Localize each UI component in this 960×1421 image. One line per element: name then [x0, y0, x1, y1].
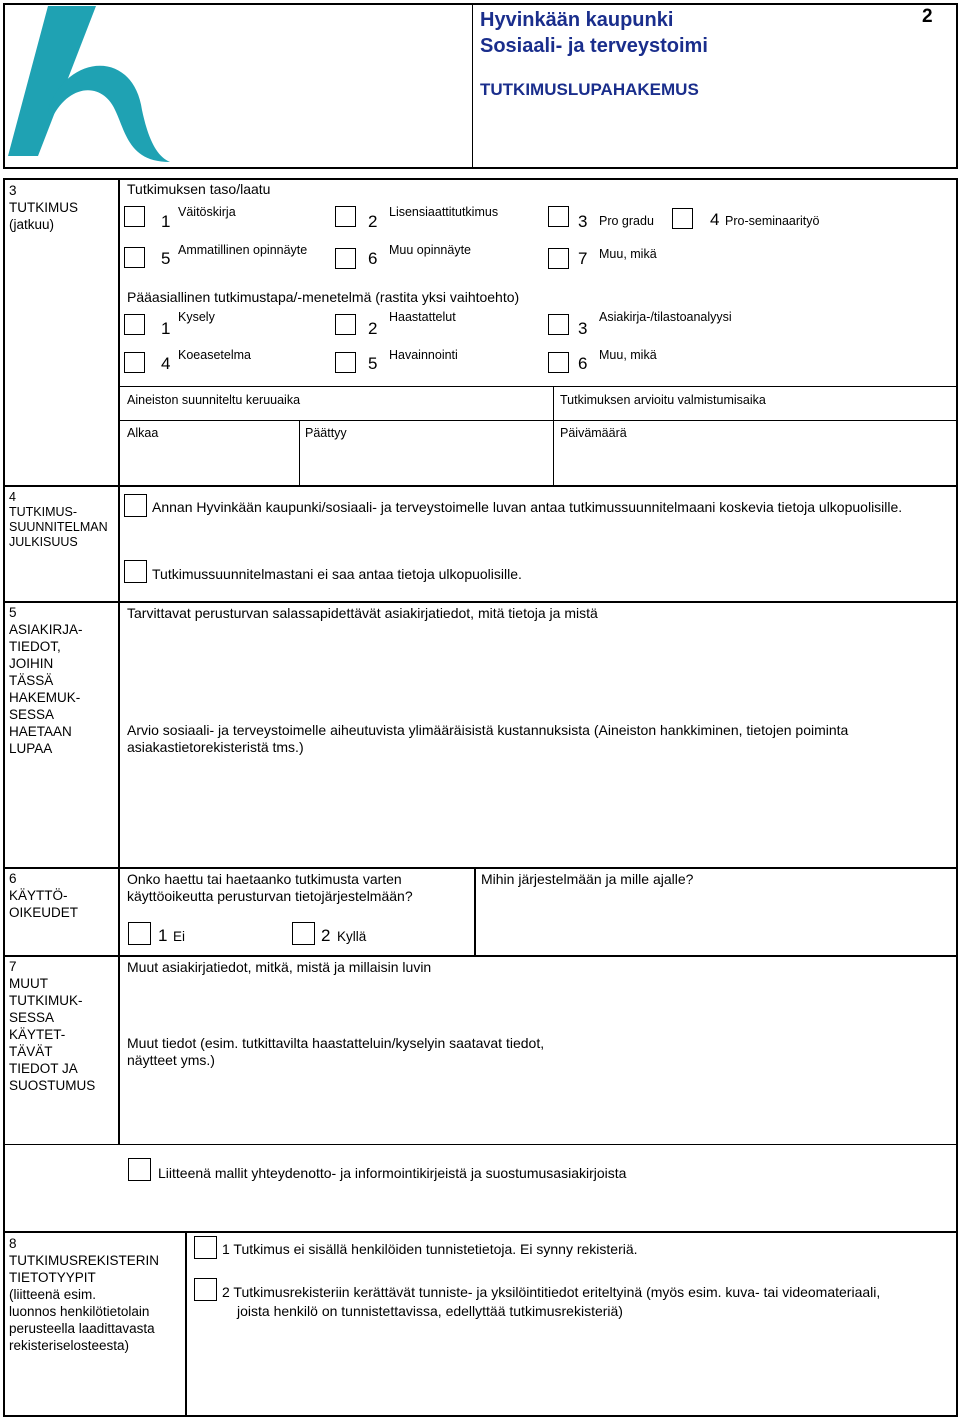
section-6-label: 6 KÄYTTÖ- OIKEUDET — [9, 871, 79, 920]
method-option-3: Asiakirja-/tilastoanalyysi — [599, 310, 732, 324]
publicity-allow-checkbox[interactable] — [124, 494, 147, 517]
registry-no-id-label: 1 Tutkimus ei sisällä henkilöiden tunnistetietoja. Ei synny rekisteriä. — [222, 1241, 638, 1257]
cost-estimate-label: Arvio sosiaali- ja terveystoimelle aiheutuvista ylimääräisistä kustannuksista (Aineiston hankkiminen, tietojen poiminta asiakastietorekisteristä tms.) — [127, 722, 849, 755]
registry-no-id-checkbox[interactable] — [194, 1236, 217, 1259]
access-yes-num: 2 — [321, 926, 331, 945]
level-num-4: 4 — [710, 210, 720, 229]
access-yes-checkbox[interactable] — [292, 922, 315, 945]
level-option-4: Pro-seminaarityö — [725, 214, 820, 228]
dates-top-rule — [119, 386, 957, 387]
registry-id-label-line2: joista henkilö on tunnistettavissa, edellyttää tutkimusrekisteriä) — [237, 1303, 623, 1319]
method-num-3: 3 — [578, 319, 588, 338]
level-checkbox-4[interactable] — [672, 208, 693, 229]
level-checkbox-7[interactable] — [548, 248, 569, 269]
cost-estimate-field[interactable] — [125, 760, 953, 864]
attachments-label: Liitteenä mallit yhteydenotto- ja informointikirjeistä ja suostumusasiakirjoista — [158, 1165, 627, 1181]
method-checkbox-3[interactable] — [548, 314, 569, 335]
records-needed-field[interactable] — [125, 626, 953, 716]
publicity-deny-text: Tutkimussuunnitelmastani ei saa antaa tietoja ulkopuolisille. — [152, 566, 522, 582]
section-6-col-divider — [474, 868, 476, 956]
records-needed-label: Tarvittavat perusturvan salassapidettävät asiakirjatiedot, mitä tietoja ja mistä — [127, 605, 598, 621]
collection-time-label: Aineiston suunniteltu keruuaika — [127, 393, 301, 407]
method-checkbox-1[interactable] — [124, 314, 145, 335]
level-checkbox-1[interactable] — [124, 206, 145, 227]
level-num-7: 7 — [578, 249, 588, 268]
level-num-5: 5 — [161, 249, 171, 268]
registry-id-checkbox[interactable] — [194, 1278, 217, 1301]
method-option-6: Muu, mikä — [599, 348, 657, 362]
header-org: Hyvinkään kaupunki — [480, 9, 674, 31]
level-option-2: Lisensiaattitutkimus — [389, 205, 499, 219]
level-checkbox-3[interactable] — [548, 206, 569, 227]
publicity-allow-text: Annan Hyvinkään kaupunki/sosiaali- ja terveystoimelle luvan antaa tutkimussuunnitelmaani koskevia tietoja ulkopuolisille. — [152, 499, 903, 515]
level-option-5: Ammatillinen opinnäyte — [178, 243, 308, 257]
other-data-field[interactable] — [125, 1072, 953, 1140]
section-8-label-divider — [185, 1232, 187, 1416]
level-option-3: Pro gradu — [599, 214, 654, 228]
method-option-5: Havainnointi — [389, 348, 458, 362]
registry-id-label-line1: 2 Tutkimusrekisteriin kerättävät tunniste- ja yksilöintitiedot eriteltyinä (myös esim. kuva- tai videomateriaali, — [222, 1284, 881, 1300]
section-6-label-divider — [118, 868, 120, 956]
other-records-label: Muut asiakirjatiedot, mitkä, mistä ja millaisin luvin — [127, 959, 432, 975]
dates-divider-main — [553, 386, 554, 486]
level-num-1: 1 — [161, 212, 171, 231]
method-option-4: Koeasetelma — [178, 348, 251, 362]
level-num-2: 2 — [368, 212, 378, 231]
method-checkbox-6[interactable] — [548, 352, 569, 373]
section-4-label-divider — [118, 486, 120, 602]
end-date-label: Päättyy — [305, 426, 347, 440]
level-option-1: Väitöskirja — [178, 205, 236, 219]
method-checkbox-2[interactable] — [335, 314, 356, 335]
section-7-label: 7 MUUT TUTKIMUK- SESSA KÄYTET- TÄVÄT TIEDOT JA SUOSTUMUS — [9, 959, 96, 1093]
dates-divider-start-end — [299, 420, 300, 486]
method-num-6: 6 — [578, 354, 588, 373]
level-option-6: Muu opinnäyte — [389, 243, 472, 257]
section-5-label: 5 ASIAKIRJA- TIEDOT, JOIHIN TÄSSÄ HAKEMUK- SESSA HAETAAN LUPAA — [9, 605, 83, 756]
section-5-label-divider — [118, 602, 120, 868]
section-3-label: 3 TUTKIMUS (jatkuu) — [9, 183, 78, 232]
start-date-field[interactable] — [125, 444, 295, 482]
registry-details-field[interactable] — [192, 1326, 952, 1412]
method-title: Pääasiallinen tutkimustapa/-menetelmä (rastita yksi vaihtoehto) — [127, 289, 520, 305]
access-system-label: Mihin järjestelmään ja mille ajalle? — [481, 871, 694, 887]
level-num-6: 6 — [368, 249, 378, 268]
access-no-label: Ei — [173, 929, 186, 944]
dates-mid-rule — [119, 420, 957, 421]
level-num-3: 3 — [578, 212, 588, 231]
section-8-label: 8 TUTKIMUSREKISTERIN TIETOTYYPIT (liitteenä esim. luonnos henkilötietolain perusteella laadittavasta rekisteriselosteesta) — [9, 1236, 160, 1353]
method-num-5: 5 — [368, 354, 378, 373]
method-num-1: 1 — [161, 319, 171, 338]
access-yes-label: Kyllä — [337, 929, 367, 944]
level-option-7: Muu, mikä — [599, 247, 657, 261]
method-num-4: 4 — [161, 354, 171, 373]
section-7-label-divider — [118, 956, 120, 1145]
page-number: 2 — [922, 6, 933, 27]
access-question: Onko haettu tai haetaanko tutkimusta varten käyttöoikeutta perusturvan tietojärjestelmään? — [127, 871, 413, 904]
section-3-label-divider — [118, 179, 120, 486]
other-data-label: Muut tiedot (esim. tutkittavilta haastatteluin/kyselyin saatavat tiedot, näytteet yms.) — [127, 1035, 545, 1068]
form-title: TUTKIMUSLUPAHAKEMUS — [480, 80, 699, 99]
level-checkbox-6[interactable] — [335, 248, 356, 269]
header-divider — [472, 4, 473, 168]
method-checkbox-4[interactable] — [124, 352, 145, 373]
method-checkbox-5[interactable] — [335, 352, 356, 373]
access-system-field[interactable] — [481, 892, 951, 952]
level-checkbox-2[interactable] — [335, 206, 356, 227]
method-option-2: Haastattelut — [389, 310, 456, 324]
city-logo-icon — [8, 6, 173, 164]
level-title: Tutkimuksen taso/laatu — [127, 181, 271, 197]
access-no-checkbox[interactable] — [128, 922, 151, 945]
method-option-1: Kysely — [178, 310, 215, 324]
completion-time-label: Tutkimuksen arvioitu valmistumisaika — [560, 393, 766, 407]
section-7-inner-rule — [4, 1144, 957, 1145]
level-checkbox-5[interactable] — [124, 247, 145, 268]
attachments-checkbox[interactable] — [128, 1158, 151, 1181]
header-dept: Sosiaali- ja terveystoimi — [480, 35, 708, 57]
other-records-field[interactable] — [125, 980, 953, 1030]
method-num-2: 2 — [368, 319, 378, 338]
access-no-num: 1 — [158, 926, 168, 945]
completion-date-label: Päivämäärä — [560, 426, 627, 440]
completion-date-field[interactable] — [560, 444, 952, 482]
section-4-label: 4 TUTKIMUS- SUUNNITELMAN JULKISUUS — [9, 490, 108, 549]
start-date-label: Alkaa — [127, 426, 159, 440]
publicity-deny-checkbox[interactable] — [124, 560, 147, 583]
end-date-field[interactable] — [305, 444, 549, 482]
